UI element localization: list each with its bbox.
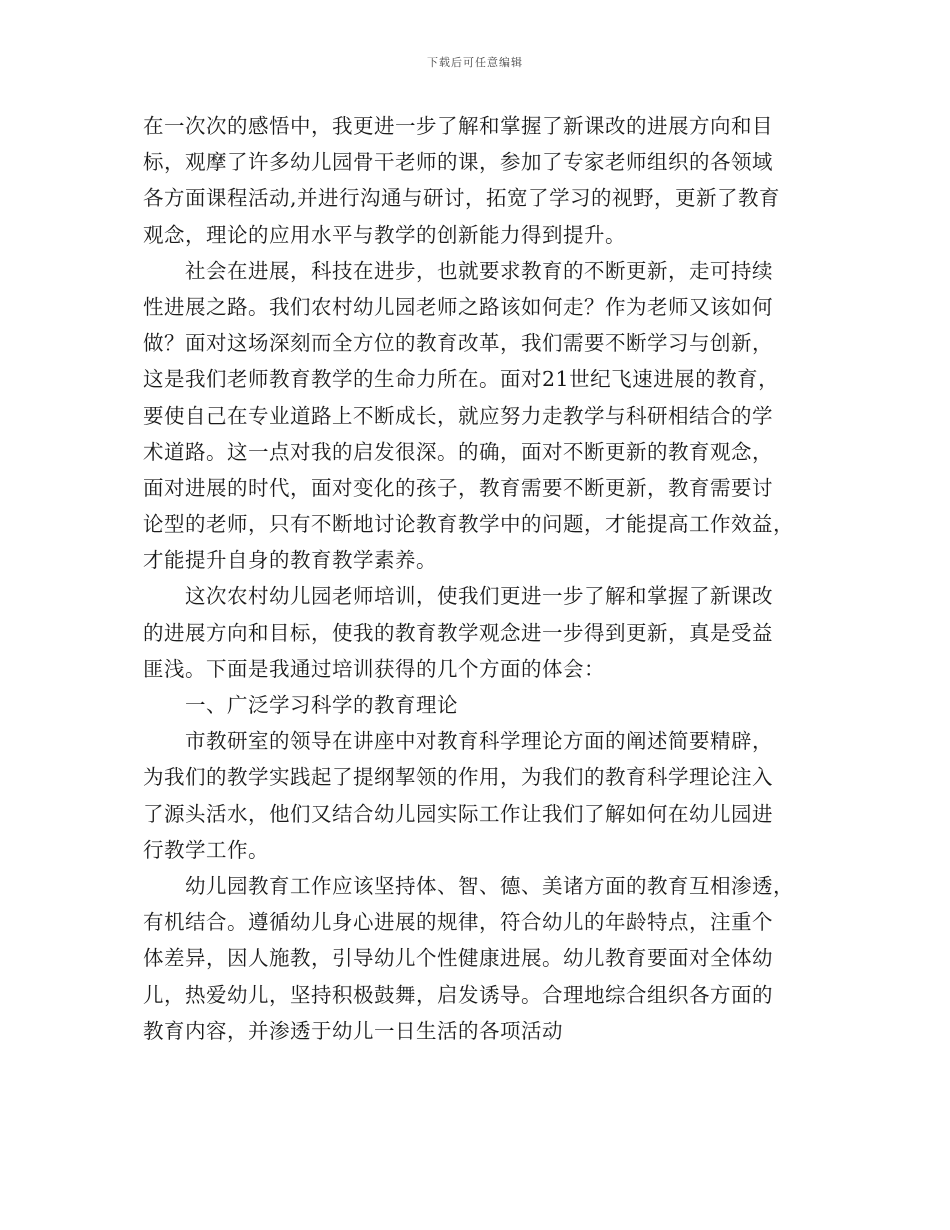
- text-line: 为我们的教学实践起了提纲挈领的作用，为我们的教育科学理论注入: [143, 765, 773, 790]
- text-line: 有机结合。遵循幼儿身心进展的规律，符合幼儿的年龄特点，注重个: [143, 910, 773, 935]
- text-line: 这是我们老师教育教学的生命力所在。面对21世纪飞速进展的教育，: [143, 367, 780, 392]
- text-line: 观念，理论的应用水平与教学的创新能力得到提升。: [143, 222, 626, 247]
- text-line: 做？面对这场深刻而全方位的教育改革，我们需要不断学习与创新，: [143, 331, 773, 356]
- paragraph-start-line: 市教研室的领导在讲座中对教育科学理论方面的阐述简要精辟，: [185, 729, 773, 754]
- section-heading: 一、广泛学习科学的教育理论: [185, 693, 458, 717]
- paragraph-start-line: 这次农村幼儿园老师培训，使我们更进一步了解和掌握了新课改: [185, 584, 773, 609]
- paragraph-start-line: 幼儿园教育工作应该坚持体、智、德、美诸方面的教育互相渗透，: [185, 873, 794, 898]
- text-line: 面对进展的时代，面对变化的孩子，教育需要不断更新，教育需要讨: [143, 475, 773, 500]
- text-line: 在一次次的感悟中，我更进一步了解和掌握了新课改的进展方向和目: [143, 114, 773, 138]
- page-header: 下载后可任意编辑: [427, 56, 523, 69]
- text-line: 论型的老师，只有不断地讨论教育教学中的问题，才能提高工作效益，: [143, 512, 794, 537]
- document-body: [143, 108, 807, 1049]
- text-line: 了源头活水，他们又结合幼儿园实际工作让我们了解如何在幼儿园进: [143, 801, 773, 826]
- text-line: 标，观摩了许多幼儿园骨干老师的课，参加了专家老师组织的各领域: [143, 150, 773, 175]
- text-line: 体差异，因人施教，引导幼儿个性健康进展。幼儿教育要面对全体幼: [143, 946, 773, 971]
- paragraph-start-line: 社会在进展，科技在进步，也就要求教育的不断更新，走可持续: [185, 258, 773, 283]
- text-line: 教育内容，并渗透于幼儿一日生活的各项活动: [143, 1018, 563, 1043]
- text-line: 的进展方向和目标，使我的教育教学观念进一步得到更新，真是受益: [143, 620, 773, 645]
- text-line: 各方面课程活动,并进行沟通与研讨，拓宽了学习的视野，更新了教育: [143, 186, 781, 211]
- text-line: 匪浅。下面是我通过培训获得的几个方面的体会：: [143, 656, 605, 681]
- text-line: 要使自己在专业道路上不断成长，就应努力走教学与科研相结合的学: [143, 403, 773, 428]
- text-line: 性进展之路。我们农村幼儿园老师之路该如何走？作为老师又该如何: [143, 294, 773, 319]
- text-line: 儿，热爱幼儿，坚持积极鼓舞，启发诱导。合理地综合组织各方面的: [143, 982, 773, 1007]
- text-line: 行教学工作。: [143, 837, 269, 862]
- text-line: 术道路。这一点对我的启发很深。的确，面对不断更新的教育观念，: [143, 439, 773, 464]
- text-line: 才能提升自身的教育教学素养。: [143, 548, 437, 573]
